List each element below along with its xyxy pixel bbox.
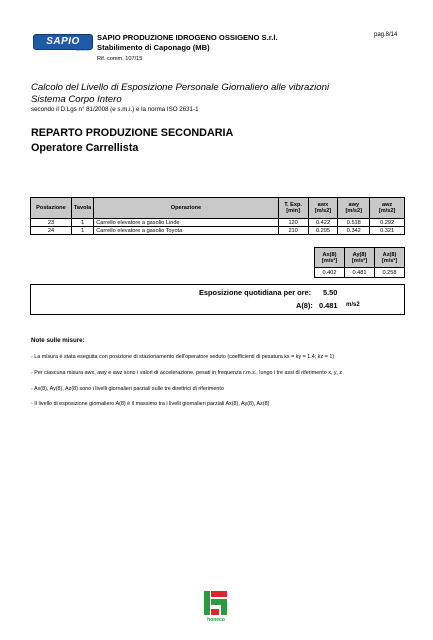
cell-postazione: 24 [31,227,72,235]
department-heading: REPARTO PRODUZIONE SECONDARIA [31,127,234,139]
exposure-hours-label: Esposizione quotidiana per ore: [199,288,312,297]
a8-unit: m/s2 [346,302,360,308]
sapio-logo: SAPIO [33,34,93,50]
partial-levels-table [314,247,405,278]
role-heading: Operatore Carrellista [31,142,139,154]
note-item: - Per ciascuna misura awx, awy e awz sono i valori di accelerazione, pesati in frequenza r.m.s., lungo i tre assi di riferimento x, y, z [31,370,342,376]
page-number: pag.8/14 [374,32,398,38]
company-name: SAPIO PRODUZIONE IDROGENO OSSIGENO S.r.l. [97,33,278,42]
notes-title: Note sulle misure: [31,337,85,344]
cell-awy: 0.342 [338,227,370,235]
header-postazione: Postazione [31,198,72,219]
header-ay8: Ay(8) [m/s²] [345,248,375,268]
measurement-table [30,197,405,235]
cell-awx: 0.422 [308,219,338,227]
header-awz: awz [m/s2] [370,198,405,219]
note-item: - Il livello di esposizione giornaliero A(8) è il massimo tra i livelli giornalieri parziali Ax(8), Ay(8), Az(8) [31,401,270,407]
partial-levels-header-row [315,248,405,268]
exposure-hours-value: 5.50 [323,288,338,297]
header-az8: Az(8) [m/s²] [375,248,405,268]
document-subtitle: Sistema Corpo Intero [31,94,122,105]
cell-awz: 0.321 [370,227,405,235]
cell-operazione: Carrello elevatore a gasolio Linde [94,219,279,227]
cell-operazione: Carrello elevatore a gasolio Toyota [94,227,279,235]
sapio-logo-sub: GRUPPO [76,48,90,52]
cell-postazione: 23 [31,219,72,227]
cell-awy: 0.518 [338,219,370,227]
cell-awz: 0.292 [370,219,405,227]
cell-tavola: 1 [71,227,93,235]
table-header-row [31,198,405,219]
cell-ax8: 0.402 [315,268,345,278]
honeco-logo [201,590,231,622]
honeco-logo-text: honeco [207,617,225,622]
company-site: Stabilimento di Caponago (MB) [97,43,210,52]
header-tavola: Tavola [71,198,93,219]
document-title: Calcolo del Livello di Esposizione Personale Giornaliero alle vibrazioni [31,82,330,93]
table-row [31,227,405,235]
norm-reference: secondo il D.Lgs n° 81/2008 (e s.m.i.) e la norma ISO 2631-1 [31,106,199,113]
note-item: - Ax(8), Ay(8), Az(8) sono i livelli giornalieri parziali sulle tre direttrici di riferimento [31,386,224,392]
header-awx: awx [m/s2] [308,198,338,219]
commission-reference: Rif. comm. 107/15 [97,56,143,62]
cell-az8: 0.258 [375,268,405,278]
partial-levels-row [315,268,405,278]
a8-label: A(8): [296,301,313,310]
header-ax8: Ax(8) [m/s²] [315,248,345,268]
header-operazione: Operazione [94,198,279,219]
table-row [31,219,405,227]
cell-t-exp: 210 [278,227,308,235]
cell-ay8: 0.481 [345,268,375,278]
cell-tavola: 1 [71,219,93,227]
note-item: - La misura è stata eseguita con posizione di stazionamento dell'operatore seduto (coefficienti di pesatura kx = ky = 1.4; kz = 1) [31,354,335,360]
header-awy: awy [m/s2] [338,198,370,219]
cell-awx: 0.295 [308,227,338,235]
header-t-exp: T. Exp. [min] [278,198,308,219]
cell-t-exp: 120 [278,219,308,227]
a8-value: 0.481 [319,301,338,310]
